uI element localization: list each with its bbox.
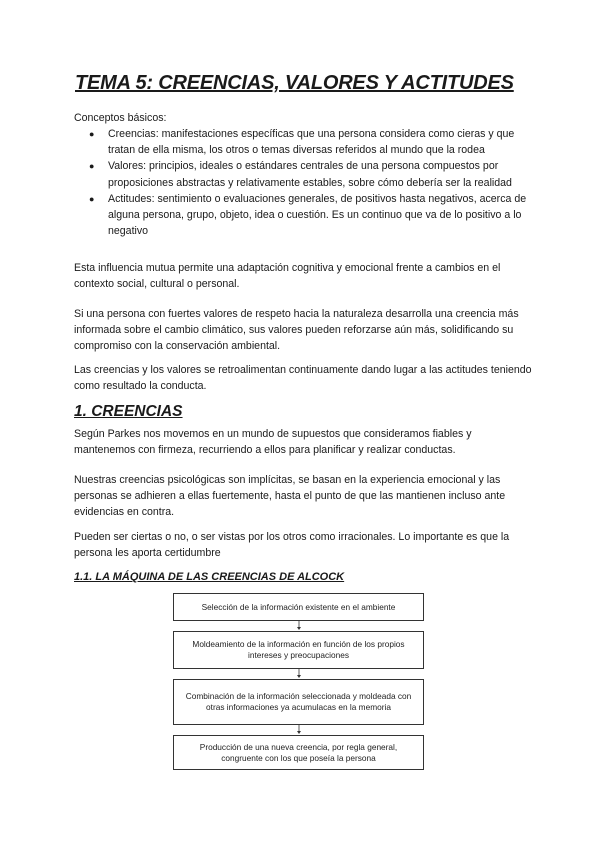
paragraph: Nuestras creencias psicológicas son implícitas, se basan en la experiencia emocional y las personas se adhieren a ellas fuertemente, hasta el punto de que las mantienen incluso ante evidencias en contra.: [74, 474, 506, 518]
list-item: ● Creencias: manifestaciones específicas que una persona considera como cieras y que tratan de ella misma, los otros o temas diversas referidos al mundo que la rodea: [89, 128, 515, 157]
flow-step: Combinación de la información seleccionada y moldeada con otras informaciones ya acumulacas en la memoria: [173, 679, 424, 725]
flow-step: Producción de una nueva creencia, por regla general, congruente con los que poseía la persona: [173, 735, 424, 770]
paragraph: Pueden ser ciertas o no, o ser vistas por los otros como irracionales. Lo importante es que la persona les aporta certidumbre: [74, 531, 510, 559]
flow-step: Moldeamiento de la información en función de los propios intereses y preocupaciones: [173, 631, 424, 669]
paragraph: Según Parkes nos movemos en un mundo de supuestos que consideramos fiables y mantenemos con firmeza, recurriendo a ellos para planificar y realizar conductas.: [74, 428, 472, 456]
list-item: ● Valores: principios, ideales o estándares centrales de una persona compuestos por proposiciones abstractas y relativamente estables, sobre cómo debería ser la realidad: [89, 160, 512, 189]
bullet-icon: ●: [89, 193, 95, 204]
list-item: ● Actitudes: sentimiento o evaluaciones generales, de positivos hasta negativos, acerca de alguna persona, grupo, objeto, idea o cuestión. Es un continuo que va de lo positivo a lo negativo: [89, 192, 527, 238]
flow-step: Selección de la información existente en el ambiente: [173, 593, 424, 621]
page-title: TEMA 5: CREENCIAS, VALORES Y ACTITUDES: [75, 72, 514, 94]
paragraph: Si una persona con fuertes valores de respeto hacia la naturaleza desarrolla una creencia más informada sobre el cambio climático, sus valores pueden reforzarse aún más, solidificando su compromiso con la conservación ambiental.: [74, 308, 519, 352]
subsection-heading: 1.1. LA MÁQUINA DE LAS CREENCIAS DE ALCOCK: [74, 571, 345, 583]
arrow-down-icon: [296, 621, 302, 631]
bullet-icon: ●: [89, 161, 95, 172]
arrow-down-icon: [296, 725, 302, 735]
section-heading: 1. CREENCIAS: [74, 403, 183, 420]
paragraph: Las creencias y los valores se retroalimentan continuamente dando lugar a las actitudes teniendo como resultado la conducta.: [74, 364, 532, 392]
intro-label: Conceptos básicos:: [74, 112, 167, 124]
bullet-icon: ●: [89, 129, 95, 139]
paragraph: Esta influencia mutua permite una adaptación cognitiva y emocional frente a cambios en el contexto social, cultural o personal.: [74, 262, 501, 290]
arrow-down-icon: [296, 669, 302, 679]
